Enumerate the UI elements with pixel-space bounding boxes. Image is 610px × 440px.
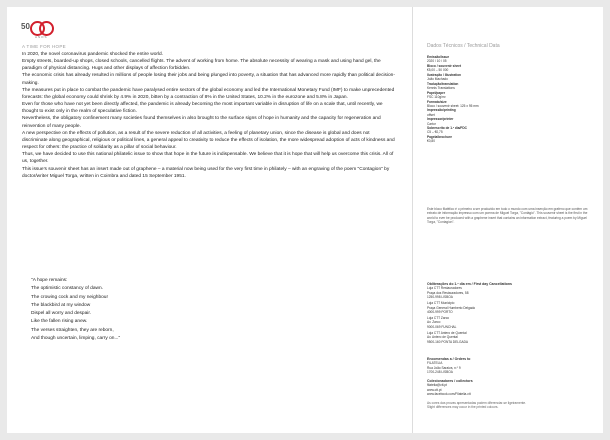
disclaimer-line: Slight differences may occur in the printed colours. xyxy=(427,405,499,410)
spec-value: Kennis Translations xyxy=(427,85,455,90)
section-line: Praça General Humberto Delgado xyxy=(427,305,476,310)
left-page xyxy=(7,7,412,433)
spec-item xyxy=(427,82,587,90)
poem-line: The optimistic constancy of dawn. xyxy=(31,286,103,292)
article-heading: A TIME FOR HOPE xyxy=(22,44,66,49)
section-line: 9500-160 PONTA DELGADA xyxy=(427,339,469,344)
poem-line: The blackbird at my window xyxy=(31,302,91,308)
spec-value: C5 – €0,75 xyxy=(427,130,443,135)
spec-label: Pagela/brochure xyxy=(427,135,452,140)
section-line: Loja CTT Restauradores xyxy=(427,286,462,291)
section-line: 1250-998 LISBOA xyxy=(427,295,453,299)
spec-item xyxy=(427,135,587,143)
article-paragraph: Empty streets, boarded-up shops, closed schools, cancelled flights. The advent of working from home. The absolute necessity of wearing a mask and using hand gel, the paradigm of physical distancing. Hugs and other displays of affection forbidden. xyxy=(22,59,381,72)
poem-line: The crowing cock and my neighbour xyxy=(31,294,109,300)
section-heading: Colecionadores / collectors xyxy=(427,379,473,383)
poem-line: And though uncertain, limping, carry on..." xyxy=(31,336,121,342)
spec-value: FSC 110g/m² xyxy=(427,94,446,99)
spec-value: €5,00 – 50 000 xyxy=(427,68,449,73)
section-line: 4000-999 PORTO xyxy=(427,309,453,314)
spec-value: €0,80 xyxy=(427,139,435,144)
poem-line: "A hope remains: xyxy=(31,278,68,283)
graphene-note: Este bloco filatélico é o primeiro a ser produzido em todo o mundo com uma inserção em grafeno que contém um extrato de informação impresso com um poema de Miguel Torga, "Contágio". This souvenir sheet is the first in the world to ever be produced with a graphene insert that contains an information extract, featuring a poem by Miguel Torga, "Contagion". xyxy=(427,207,588,225)
section-line: Loja CTT Municipio xyxy=(427,301,455,306)
article-paragraph: In 2020, the novel coronavirus pandemic shocked the entire world. xyxy=(22,52,164,57)
disclaimer-line: As cores das provas apresentadas podem diferenciar-se ligeiramente. xyxy=(427,401,527,405)
article-paragraph: The economic crisis has already resulted in millions of people losing their jobs and being plunged into poverty, a situation that has advanced more rapidly than political decision-making. xyxy=(22,73,395,86)
spec-label: Impressão/printing xyxy=(427,108,456,113)
poem-line: Like the fallen rising anew. xyxy=(31,319,88,325)
spec-item xyxy=(427,55,587,63)
logo-number: 50 xyxy=(21,22,30,31)
section-heading: Encomendas a / Orders to xyxy=(427,357,471,361)
section-heading: Obliterações do 1.º dia em / First day Cancellations xyxy=(427,282,512,286)
spec-item xyxy=(427,91,587,99)
technical-data-title: Dados Técnicos / Technical Data xyxy=(427,43,500,49)
spec-label: Sobrescrito de 1.º dia/FDC xyxy=(427,126,467,131)
logo-caption: ANOS xyxy=(35,35,48,39)
article-paragraph: Thus, we have decided to use this national philatelic issue to show that hope in the future is indispensable. We believe that it is hope that will help us overcome this crisis. All of us, together. xyxy=(22,152,394,165)
spec-item xyxy=(427,64,587,72)
poem-line: Dispel all worry and despair. xyxy=(31,311,91,317)
technical-specs xyxy=(427,55,587,144)
spec-item xyxy=(427,126,587,134)
collectors-section xyxy=(427,379,587,396)
spec-label: Impressor/printer xyxy=(427,117,454,122)
logo-ring-icon xyxy=(39,21,54,36)
spec-item xyxy=(427,117,587,125)
spec-label: Tradução/translation xyxy=(427,81,459,86)
spec-item xyxy=(427,100,587,108)
section-line: Av. Zarco xyxy=(427,320,441,325)
spec-value: offset xyxy=(427,112,435,117)
spec-value: 2020 / 10 / 05 xyxy=(427,59,447,64)
spec-label: Bloco / souvenir sheet xyxy=(427,63,462,68)
section-line: Praça dos Restauradores, 58 xyxy=(427,290,469,295)
brochure-spread xyxy=(7,7,603,433)
section-line: Av. Antero de Quental xyxy=(427,335,458,340)
ctt-50-logo xyxy=(21,19,53,39)
article-paragraph: A new perspective on the effects of pollution, as a result of the severe reduction of all activities, a feeling of planetary union, since the disease is global and does not discriminate along geographical, religious or political lines, a general appeal to creativity to reduce the effects of isolation, the more widespread adoption of acts of kindness and respect for others: the practice of solidarity as a pillar of social behaviour. xyxy=(22,130,395,151)
section-line: 9000-069 FUNCHAL xyxy=(427,324,457,329)
article-paragraph: The measures put in place to combat the pandemic have paralysed entire sectors of the global economy and led the International Monetary Fund (IMF) to make unprecedented forecasts: the global economy could shrink by 4.9% in 2020, bitten by a contraction of 8% in the United States, 10.2% in the eurozone and 5.8% in Japan. xyxy=(22,87,395,100)
article-paragraph: This issue's souvenir sheet has an insert made out of graphene – a material now being used for the very first time in philately – with an engraving of the poem "Contagion" by doctor/writer Miguel Torga, written in Coimbra and dated 15 September 1951. xyxy=(22,166,390,179)
spec-label: Papel/paper xyxy=(427,90,446,95)
right-page xyxy=(412,7,603,433)
article-body xyxy=(22,51,396,180)
spec-label: Ilustração / Illustration xyxy=(427,72,462,77)
section-line: Loja CTT Antero de Quental xyxy=(427,331,467,336)
section-line: Rua João Saraiva, n.º 9 xyxy=(427,365,461,370)
spec-value: Bloco / souvenir sheet: 125 x 95 mm xyxy=(427,103,479,108)
spec-label: Formato/size xyxy=(427,99,447,104)
spec-label: Emissão/Issue xyxy=(427,55,450,59)
article-paragraph: Nevertheless, the obligatory confinement many societies found themselves in also brought to the surface signs of hope in humanity and the capacity for regeneration and reinvention of many people. xyxy=(22,116,381,129)
section-line: FILATELIA xyxy=(427,361,443,366)
spec-value: Cartor xyxy=(427,121,436,126)
article-paragraph: Even for those who have not yet been directly affected, the pandemic is already becoming the most important variable in disruption of life on a scale that, until recently, we thought to exist only in the realm of speculative fiction. xyxy=(22,102,383,115)
spec-value: João Machado xyxy=(427,77,448,82)
section-line: filatelia@ctt.pt xyxy=(427,383,448,388)
spec-item xyxy=(427,108,587,116)
section-line: 1700-248 LISBOA xyxy=(427,370,453,374)
section-line: www.ctt.pt xyxy=(427,387,442,392)
poem-line: The verses straighten, they are reborn, xyxy=(31,327,114,333)
section-line: www.facebook.com/Filatelia.ctt xyxy=(427,392,471,396)
orders-section xyxy=(427,357,587,374)
section-line: Loja CTT Zarco xyxy=(427,316,450,321)
first-day-cancellations xyxy=(427,282,587,344)
poem-excerpt xyxy=(31,277,251,343)
spec-item xyxy=(427,73,587,81)
print-disclaimer xyxy=(427,401,587,410)
